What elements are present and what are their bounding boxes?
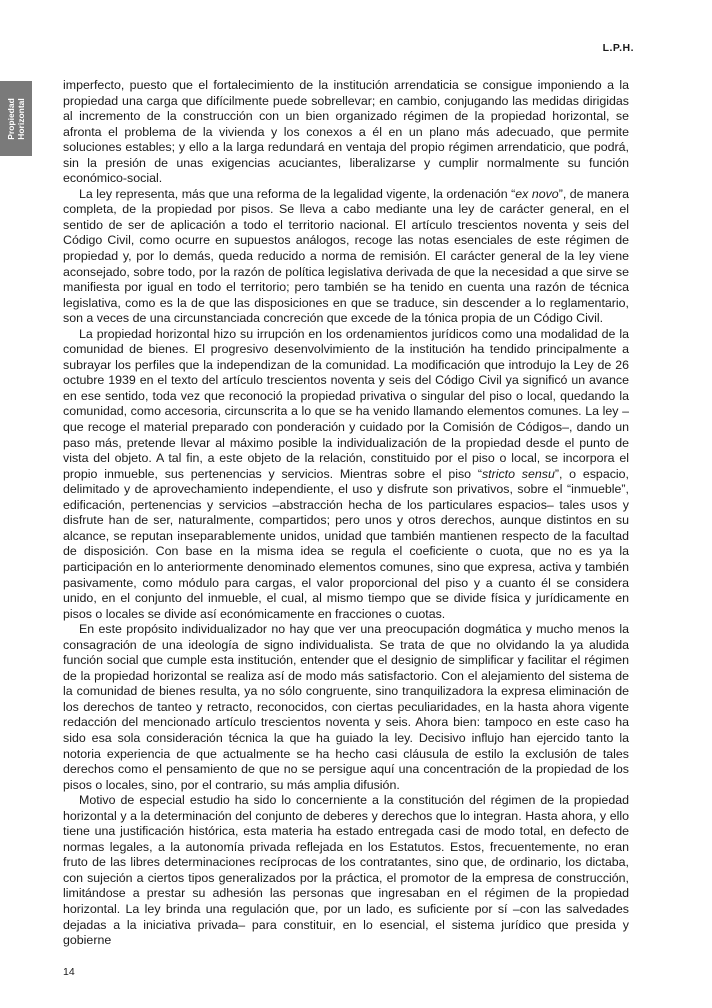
side-tab-label — [6, 98, 26, 140]
paragraph — [63, 327, 629, 622]
side-tab-line-2: Horizontal — [16, 97, 26, 140]
paragraph — [63, 793, 629, 948]
side-tab-line-1: Propiedad — [6, 97, 16, 140]
running-header: L.P.H. — [602, 42, 634, 54]
text-run: En este propósito individualizador no hay que ver una preocupación dogmática y mucho menos la consagración de una ideología de signo individualista. Se trata de que no olvidando la ya aludida función social que cumple esta institución, entender que el designio de simplificar y facilitar el régimen de la propiedad horizontal se realiza así de modo más satisfactorio. Con el alejamiento del sistema de la comunidad de bienes resulta, ya no sólo congruente, sino tranquilizadora la expresa eliminación de los derechos de tanteo y retracto, reconocidos, con ciertas peculiaridades, en la hasta ahora vigente redacción del mencionado artículo trescientos noventa y seis. Ahora bien: tampoco en este caso ha sido esa sola consideración técnica la que ha guiado la ley. Decisivo influjo han ejercido tanto la notoria experiencia de que actualmente se ha hecho casi cláusula de estilo la exclusión de tales derechos como el pensamiento de que no se persigue aquí una concentración de la propiedad de los pisos o locales, sino, por el contrario, su más amplia difusión. — [63, 622, 629, 792]
italic-term: ex novo — [515, 186, 559, 201]
text-run: ”, de manera completa, de la propiedad por pisos. Se lleva a cabo mediante una ley de carácter general, en el sentido de ser de aplicación a todo el territorio nacional. El artículo trescientos noventa y seis del Código Civil, como ocurre en supuestos análogos, recoge las notas esenciales de este régimen de propiedad y, por lo demás, queda reducido a norma de remisión. El carácter general de la ley viene aconsejado, sobre todo, por la razón de política legislativa derivada de que la necesidad a que sirve se manifiesta por igual en todo el territorio; pero también se ha tenido en cuenta una razón de técnica legislativa, como es la de que las disposiciones en que se traduce, sin descender a lo reglamentario, son a veces de una circunstanciada concreción que excede de la tónica propia de un Código Civil. — [63, 186, 629, 326]
paragraph — [63, 187, 629, 327]
page-number: 14 — [63, 966, 75, 978]
text-run: La ley representa, más que una reforma de la legalidad vigente, la ordenación “ — [79, 186, 516, 201]
text-run: La propiedad horizontal hizo su irrupción en los ordenamientos jurídicos como una modalidad de la comunidad de bienes. El progresivo desenvolvimiento de la institución ha tendido principalmente a subrayar los perfiles que la independizan de la comunidad. La modificación que introdujo la Ley de 26 octubre 1939 en el texto del artículo trescientos noventa y seis del Código Civil ya significó un avance en ese sentido, toda vez que reconoció la propiedad privativa o singular del piso o local, quedando la comunidad, como accesoria, circunscrita a lo que se ha venido llamando elementos comunes. La ley –que recoge el material preparado con ponderación y cuidado por la Comisión de Códigos–, dando un paso más, pretende llevar al máximo posible la individualización de la propiedad desde el punto de vista del objeto. A tal fin, a este objeto de la relación, constituido por el piso o local, se incorpora el propio inmueble, sus pertenencias y servicios. Mientras sobre el piso “ — [63, 326, 629, 481]
body-text — [63, 78, 629, 949]
paragraph — [63, 78, 629, 187]
text-run: imperfecto, puesto que el fortalecimiento de la institución arrendaticia se consigue imponiendo a la propiedad una carga que difícilmente puede sobrellevar; en cambio, conjugando las medidas dirigidas al incremento de la construcción con un bien organizado régimen de la propiedad horizontal, se afronta el problema de la vivienda y los conexos a él en un plano más adecuado, que permite soluciones estables; y ello a la larga redundará en ventaja del propio régimen arrendaticio, que podrá, sin la presión de unas exigencias acuciantes, liberalizarse y cumplir normalmente su función económico-social. — [63, 78, 629, 186]
text-run: Motivo de especial estudio ha sido lo concerniente a la constitución del régimen de la propiedad horizontal y a la determinación del conjunto de deberes y derechos que lo integran. Hasta ahora, y ello tiene una justificación histórica, esta materia ha estado entregada casi de modo total, en defecto de normas legales, a la autonomía privada reflejada en los Estatutos. Estos, frecuentemente, no eran fruto de las libres determinaciones recíprocas de los contratantes, sino que, de ordinario, los dictaba, con sujeción a ciertos tipos generalizados por la práctica, el promotor de la empresa de construcción, limitándose a prestar su adhesión las personas que ingresaban en el régimen de la propiedad horizontal. La ley brinda una regulación que, por un lado, es suficiente por sí –con las salvedades dejadas a la iniciativa privada– para constituir, en lo esencial, el sistema jurídico que presida y gobierne — [63, 793, 629, 948]
text-run: ”, o espacio, delimitado y de aprovechamiento independiente, el uso y disfrute son privativos, sobre el “inmueble”, edificación, pertenencias y servicios –abstracción hecha de los particulares espacios– tales usos y disfrute han de ser, naturalmente, compartidos; pero unos y otros derechos, aunque distintos en su alcance, se reputan inseparablemente unidos, unidad que también mantienen respecto de la facultad de disposición. Con base en la misma idea se regula el coeficiente o cuota, que no es ya la participación en lo anteriormente denominado elementos comunes, sino que expresa, activa y también pasivamente, como módulo para cargas, el valor proporcional del piso y a cuanto él se considera unido, en el conjunto del inmueble, el cual, al mismo tiempo que se divide física y jurídicamente en pisos o locales se divide así económicamente en fracciones o cuotas. — [63, 466, 629, 621]
italic-term: stricto sensu — [481, 466, 555, 481]
section-side-tab — [0, 81, 32, 156]
paragraph — [63, 622, 629, 793]
